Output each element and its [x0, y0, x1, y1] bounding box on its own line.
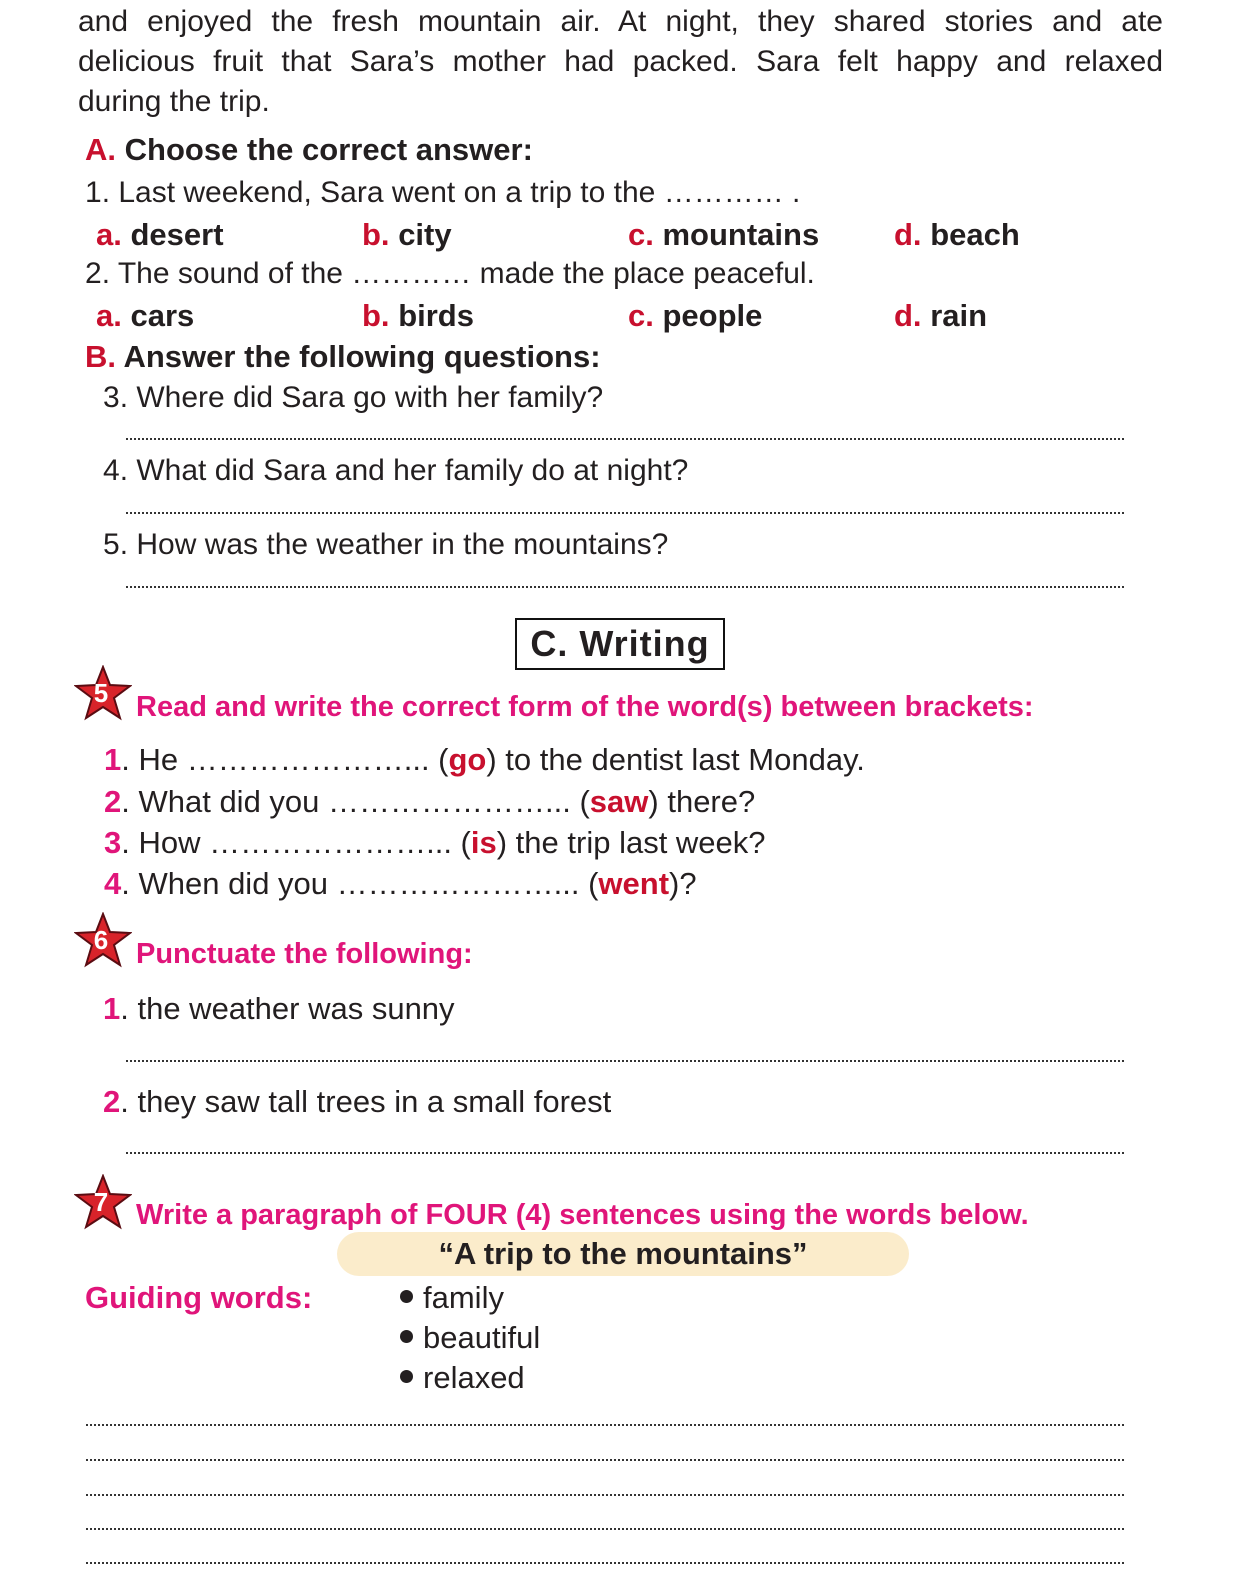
exercise-5-title: Read and write the correct form of the word(s) between brackets:: [136, 691, 1034, 723]
guide-word-text: relaxed: [423, 1360, 525, 1395]
question-text: . The sound of the ………… made the place peaceful.: [101, 257, 815, 290]
option-letter: c.: [628, 298, 654, 333]
option-text: city: [398, 217, 452, 252]
question-1: [85, 176, 800, 210]
option-letter: d.: [894, 298, 922, 333]
bracket-word: went: [598, 866, 670, 901]
option-letter: c.: [628, 217, 654, 252]
writing-line[interactable]: [86, 1424, 1124, 1426]
item-number: 4: [104, 866, 122, 901]
item-text: . How …………………... (: [121, 825, 471, 860]
bracket-word: saw: [589, 784, 649, 819]
option-1b[interactable]: [362, 217, 452, 253]
option-letter: a.: [96, 217, 122, 252]
option-text: desert: [130, 217, 224, 252]
section-title: Answer the following questions:: [123, 339, 601, 374]
bullet-icon: [400, 1370, 413, 1383]
option-text: beach: [930, 217, 1020, 252]
item-text: . the weather was sunny: [120, 991, 455, 1026]
ex5-item-4: [104, 866, 697, 902]
item-number: 3: [104, 825, 122, 860]
question-4: [103, 454, 688, 488]
question-text: . How was the weather in the mountains?: [119, 528, 669, 561]
question-text: . Where did Sara go with her family?: [119, 381, 604, 414]
item-number: 1: [103, 991, 121, 1026]
question-number: 2: [85, 257, 102, 290]
question-5: [103, 528, 668, 562]
item-text: ) there?: [648, 784, 756, 819]
star-badge-icon: [74, 912, 132, 970]
option-text: birds: [398, 298, 474, 333]
option-text: cars: [130, 298, 195, 333]
item-number: 2: [103, 1084, 121, 1119]
question-number: 4: [103, 454, 120, 487]
ex6-item-1: [103, 991, 455, 1027]
answer-line[interactable]: [126, 586, 1124, 588]
item-text: )?: [669, 866, 697, 901]
topic-banner: “A trip to the mountains”: [337, 1232, 909, 1276]
bracket-word: go: [448, 742, 487, 777]
question-number: 5: [103, 528, 120, 561]
guide-word: [400, 1360, 525, 1396]
question-text: . What did Sara and her family do at night?: [119, 454, 689, 487]
answer-line[interactable]: [126, 1152, 1124, 1154]
section-b-heading: [85, 339, 601, 375]
guide-word: [400, 1280, 504, 1316]
item-text: . they saw tall trees in a small forest: [120, 1084, 612, 1119]
question-text: . Last weekend, Sara went on a trip to the ………… .: [101, 176, 801, 209]
question-2: [85, 257, 815, 291]
option-2c[interactable]: [628, 298, 762, 334]
question-number: 1: [85, 176, 102, 209]
section-title: Choose the correct answer:: [124, 132, 533, 167]
ex5-item-3: [104, 825, 766, 861]
exercise-7-title: Write a paragraph of FOUR (4) sentences using the words below.: [136, 1199, 1029, 1231]
option-2d[interactable]: [894, 298, 987, 334]
option-text: people: [662, 298, 763, 333]
answer-line[interactable]: [126, 512, 1124, 514]
passage-line: during the trip.: [78, 85, 270, 118]
ex5-item-1: [104, 742, 865, 778]
guiding-words-label: Guiding words:: [85, 1280, 313, 1315]
section-letter: A.: [85, 132, 116, 167]
bullet-icon: [400, 1330, 413, 1343]
option-letter: b.: [362, 217, 390, 252]
answer-line[interactable]: [126, 438, 1124, 440]
option-1c[interactable]: [628, 217, 819, 253]
writing-line[interactable]: [86, 1528, 1124, 1530]
question-number: 3: [103, 381, 120, 414]
option-text: rain: [930, 298, 988, 333]
ex5-item-2: [104, 784, 755, 820]
section-letter: B.: [85, 339, 116, 374]
option-letter: b.: [362, 298, 390, 333]
guide-word-text: family: [423, 1280, 504, 1315]
bracket-word: is: [470, 825, 497, 860]
passage-line: delicious fruit that Sara’s mother had packed. Sara felt happy and relaxed: [78, 45, 1163, 78]
writing-line[interactable]: [86, 1459, 1124, 1461]
option-1d[interactable]: [894, 217, 1020, 253]
item-text: . What did you …………………... (: [121, 784, 590, 819]
writing-line[interactable]: [86, 1562, 1124, 1564]
star-badge-icon: [74, 1174, 132, 1232]
bullet-icon: [400, 1290, 413, 1303]
badge-number: 5: [93, 678, 109, 708]
item-number: 2: [104, 784, 122, 819]
item-text: ) the trip last week?: [496, 825, 766, 860]
item-number: 1: [104, 742, 122, 777]
star-badge-icon: [74, 665, 132, 723]
reading-passage: [78, 2, 1163, 122]
section-a-heading: [85, 132, 533, 168]
question-3: [103, 381, 603, 415]
item-text: . When did you …………………... (: [121, 866, 599, 901]
badge-number: 7: [93, 1187, 109, 1217]
writing-section-title: C. Writing: [515, 618, 725, 670]
guide-word-text: beautiful: [423, 1320, 541, 1355]
item-text: . He …………………... (: [121, 742, 449, 777]
option-2a[interactable]: [96, 298, 194, 334]
item-text: ) to the dentist last Monday.: [486, 742, 865, 777]
option-text: mountains: [662, 217, 820, 252]
answer-line[interactable]: [126, 1060, 1124, 1062]
option-letter: a.: [96, 298, 122, 333]
badge-number: 6: [93, 925, 109, 955]
option-2b[interactable]: [362, 298, 474, 334]
option-letter: d.: [894, 217, 922, 252]
exercise-6-title: Punctuate the following:: [136, 938, 473, 970]
writing-line[interactable]: [86, 1494, 1124, 1496]
passage-line: and enjoyed the fresh mountain air. At night, they shared stories and ate: [78, 5, 1163, 38]
option-1a[interactable]: [96, 217, 224, 253]
guide-word: [400, 1320, 540, 1356]
ex6-item-2: [103, 1084, 611, 1120]
